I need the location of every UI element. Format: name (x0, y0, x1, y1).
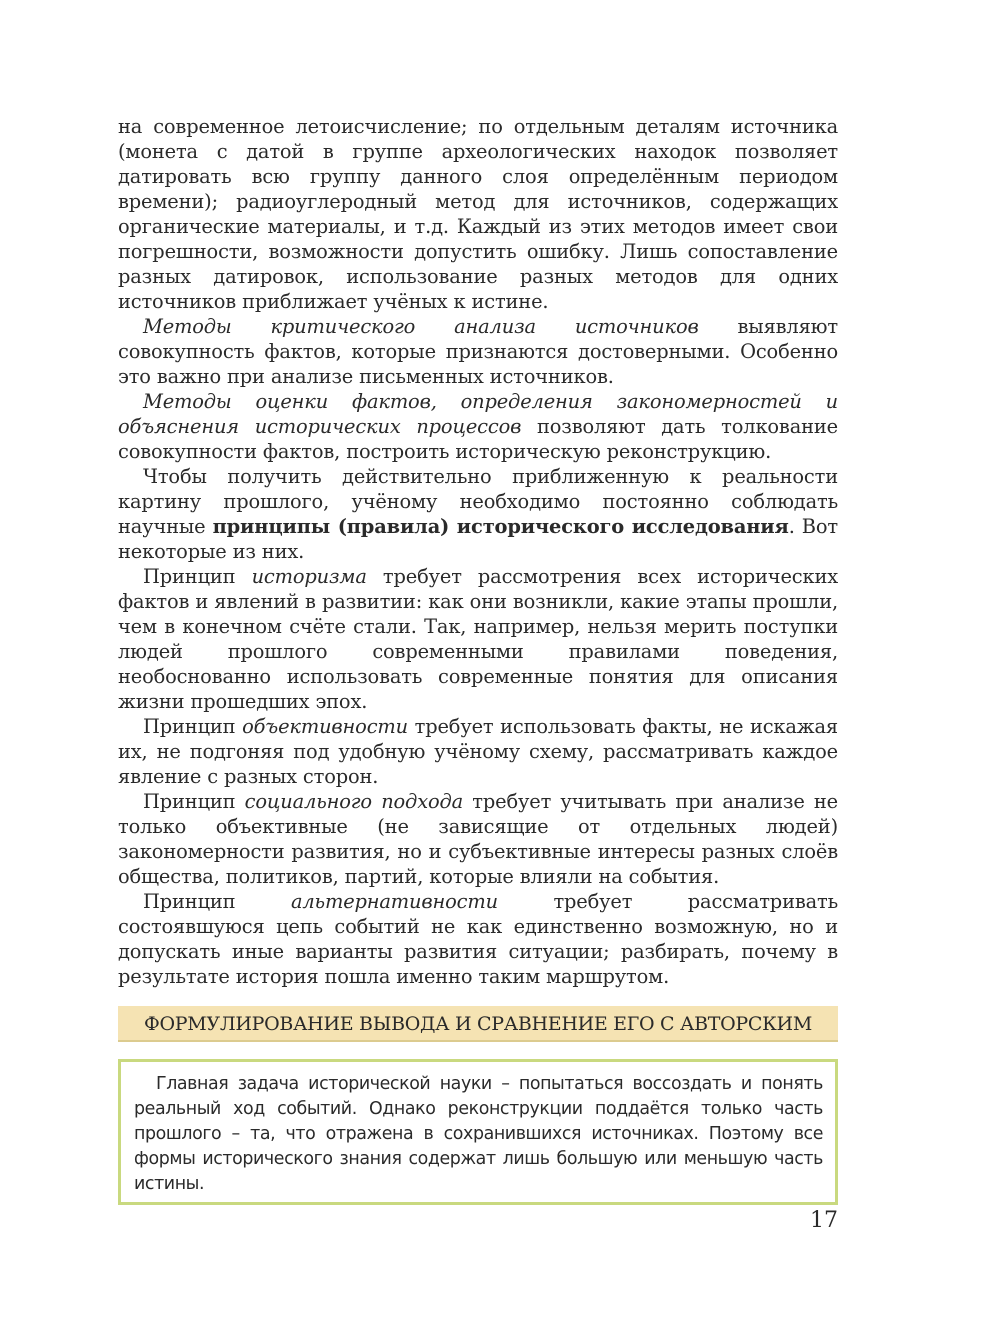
term-fact-evaluation: Методы оценки фактов, определения закономерностей и объяснения исторических процессов (118, 390, 838, 438)
paragraph-dating-methods: на современное летоисчисление; по отдельным деталям источника (монета с датой в группе археологических находок позволяет датировать всю группу данного слоя определённым периодом времени); радиоуглеродный метод для источников, содержащих органические материалы, и т.д. Каждый из этих методов имеет свои погрешности, возможности допустить ошибку. Лишь сопоставление разных датировок, использование разных методов для одних источников приближает учёных к истине. (118, 115, 838, 313)
section-heading: ФОРМУЛИРОВАНИЕ ВЫВОДА И СРАВНЕНИЕ ЕГО С АВТОРСКИМ (118, 1006, 838, 1042)
term-social-approach: социального подхода (244, 790, 464, 813)
alternativeness-after: требует рассматривать состоявшуюся цепь событий не как единственно возможную, но и допускать иные варианты развития ситуации; разбирать, почему в результате история пошла именно таким маршрутом. (118, 890, 839, 988)
social-approach-after: требует учитывать при анализе не только объективные (не зависящие от отдельных людей) закономерности развития, но и субъективные интересы разных слоёв общества, политиков, партий, которые влияли на события. (118, 790, 838, 888)
summary-text: Главная задача исторической науки – попытаться воссоздать и понять реальный ход событий. Однако реконструкции поддаётся только часть прошлого – та, что отражена в сохранившихся источниках. Поэтому все формы исторического знания содержат лишь большую или меньшую часть истины. (134, 1074, 823, 1194)
paragraph-social-approach (118, 789, 838, 889)
historicism-after: требует рассмотрения всех исторических фактов и явлений в развитии: как они возникли, какие этапы прошли, чем в конечном счёте стали. Так, например, нельзя мерить поступки людей прошлого современными правилами поведения, необоснованно использовать современные понятия для описания жизни прошедших эпох. (118, 565, 839, 713)
term-critical-analysis: Методы критического анализа источников (143, 315, 699, 338)
paragraph-critical-analysis-text: выявляют совокупность фактов, которые признаются достоверными. Особенно это важно при анализе письменных источников. (118, 315, 838, 388)
historicism-before: Принцип (143, 565, 252, 588)
paragraph-fact-evaluation-text: позволяют дать толкование совокупности фактов, построить историческую реконструкцию. (118, 415, 838, 463)
paragraph-fact-evaluation (118, 389, 838, 464)
paragraph-principles-intro (118, 464, 838, 564)
alternativeness-before: Принцип (143, 890, 291, 913)
paragraph-alternativeness (118, 889, 838, 989)
term-objectivity: объективности (242, 715, 408, 738)
social-approach-before: Принцип (143, 790, 245, 813)
paragraph-objectivity (118, 714, 838, 789)
objectivity-before: Принцип (143, 715, 243, 738)
paragraph-historicism (118, 564, 838, 714)
main-text (118, 114, 838, 989)
summary-box (118, 1059, 838, 1205)
principles-intro-before: Чтобы получить действительно приближенную к реальности картину прошлого, учёному необходимо постоянно соблюдать научные (118, 465, 838, 538)
paragraph-critical-analysis (118, 314, 838, 389)
term-alternativeness: альтернативности (290, 890, 498, 913)
objectivity-after: требует использовать факты, не искажая их, не подгоняя под удобную учёному схему, рассматривать каждое явление с разных сторон. (118, 715, 838, 788)
term-historicism: историзма (251, 565, 367, 588)
term-research-principles: принципы (правила) исторического исследования (212, 515, 789, 538)
principles-intro-after: . Вот некоторые из них. (118, 515, 839, 563)
page-number: 17 (810, 1208, 838, 1233)
